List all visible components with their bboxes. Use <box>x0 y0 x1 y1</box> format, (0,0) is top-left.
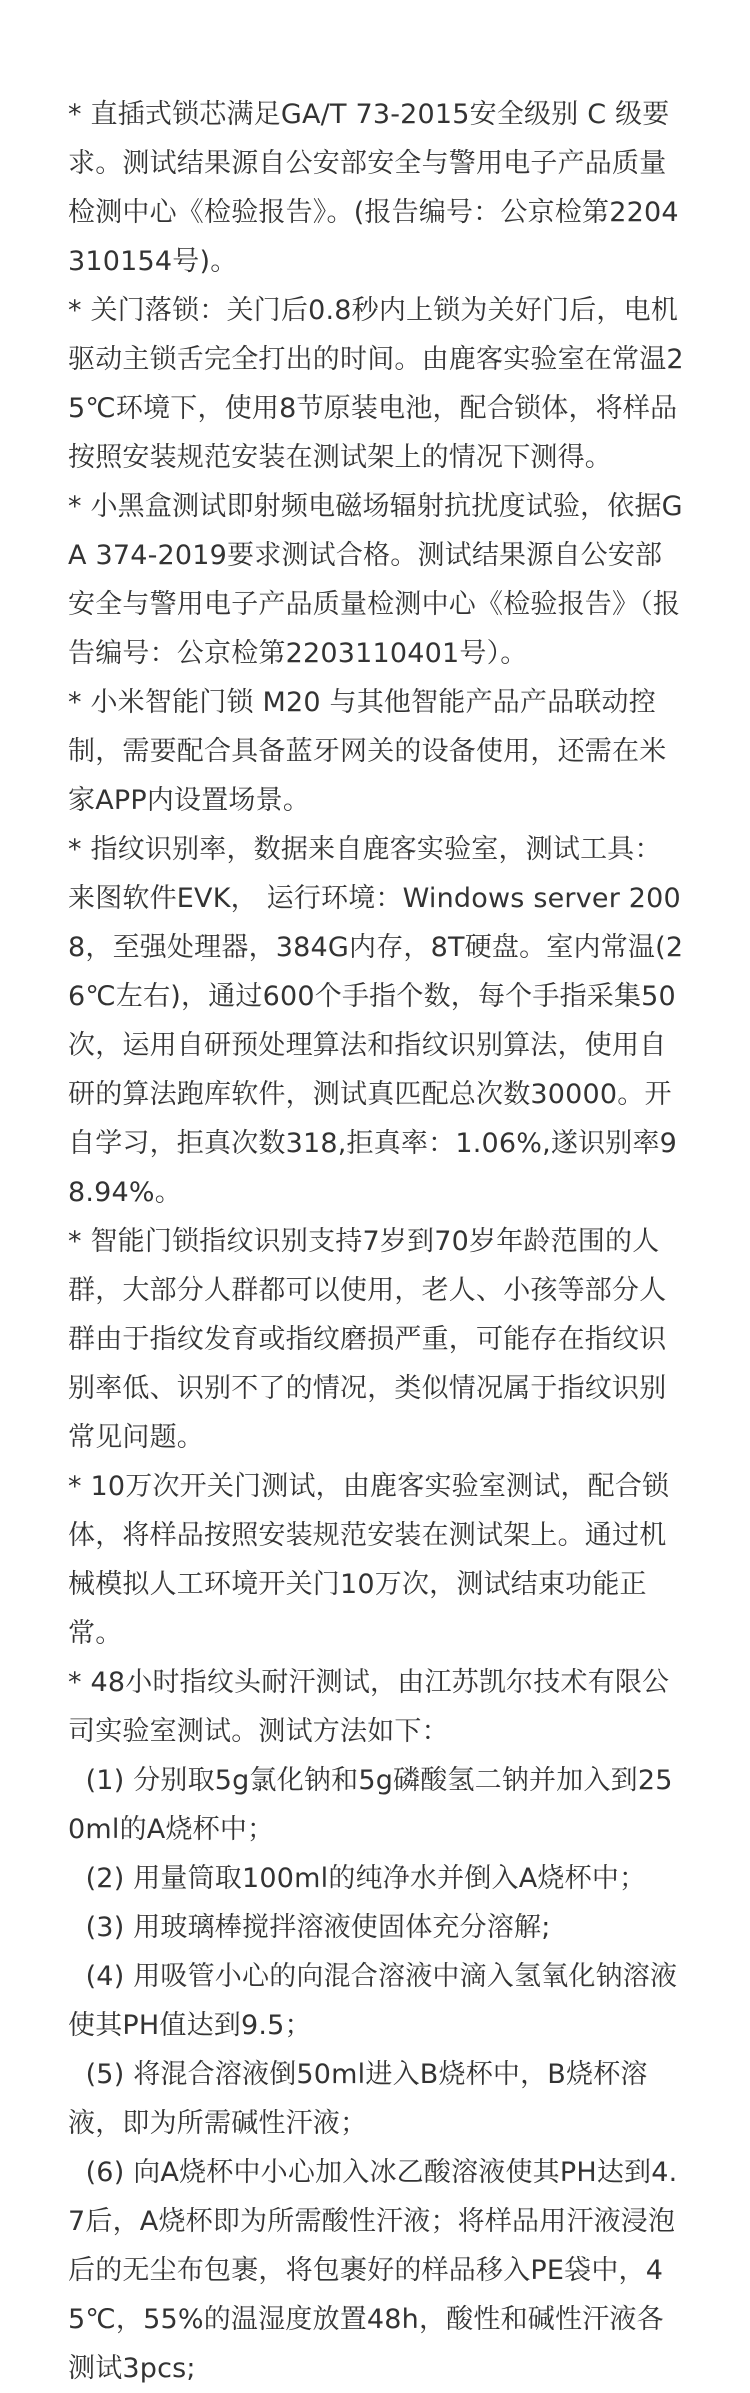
note-smart-linkage: * 小米智能门锁 M20 与其他智能产品产品联动控制，需要配合具备蓝牙网关的设备使用，还需在米家APP内设置场景。 <box>68 687 667 816</box>
sweat-step-1: (1) 分别取5g氯化钠和5g磷酸氢二钠并加入到250ml的A烧杯中； <box>68 1765 673 1845</box>
sweat-step-6: (6) 向A烧杯中小心加入冰乙酸溶液使其PH达到4.7后，A烧杯即为所需酸性汗液；将样品用汗液浸泡后的无尘布包裹，将包裹好的样品移入PE袋中，45℃，55%的温湿度放置48h，酸性和碱性汗液各测试3pcs; <box>68 2157 678 2384</box>
note-sweat-test: * 48小时指纹头耐汗测试，由江苏凯尔技术有限公司实验室测试。测试方法如下： <box>68 1667 670 1747</box>
sweat-step-3: (3) 用玻璃棒搅拌溶液使固体充分溶解; <box>68 1912 551 1943</box>
spec-notes-text <box>68 90 686 2393</box>
note-door-cycle-test: * 10万次开关门测试，由鹿客实验室测试，配合锁体，将样品按照安装规范安装在测试架上。通过机械模拟人工环境开关门10万次，测试结束功能正常。 <box>68 1471 670 1649</box>
note-fingerprint-rate: * 指纹识别率，数据来自鹿客实验室，测试工具：来图软件EVK， 运行环境：Windows server 2008，至强处理器，384G内存，8T硬盘。室内常温(26℃左右)，通过600个手指个数，每个手指采集50次，运用自研预处理算法和指纹识别算法，使用自研的算法跑库软件，测试真匹配总次数30000。开自学习，拒真次数318,拒真率：1.06%,遂识别率98.94%。 <box>68 834 684 1208</box>
note-door-locking: * 关门落锁：关门后0.8秒内上锁为关好门后，电机驱动主锁舌完全打出的时间。由鹿客实验室在常温25℃环境下，使用8节原装电池，配合锁体，将样品按照安装规范安装在测试架上的情况下测得。 <box>68 295 684 473</box>
sweat-step-5: (5) 将混合溶液倒50ml进入B烧杯中，B烧杯溶液，即为所需碱性汗液； <box>68 2059 648 2139</box>
note-rf-immunity: * 小黑盒测试即射频电磁场辐射抗扰度试验，依据GA 374-2019要求测试合格。测试结果源自公安部安全与警用电子产品质量检测中心《检验报告》（报告编号：公京检第2203110401号）。 <box>68 491 683 669</box>
sweat-step-4: (4) 用吸管小心的向混合溶液中滴入氢氧化钠溶液使其PH值达到9.5； <box>68 1961 678 2041</box>
note-fingerprint-age: * 智能门锁指纹识别支持7岁到70岁年龄范围的人群，大部分人群都可以使用，老人、小孩等部分人群由于指纹发育或指纹磨损严重，可能存在指纹识别率低、识别不了的情况，类似情况属于指纹识别常见问题。 <box>68 1226 667 1453</box>
sweat-step-2: (2) 用量筒取100ml的纯净水并倒入A烧杯中； <box>68 1863 647 1894</box>
note-lock-cylinder: * 直插式锁芯满足GA/T 73-2015安全级别 C 级要求。测试结果源自公安部安全与警用电子产品质量检测中心《检验报告》。(报告编号：公京检第2204310154号)。 <box>68 99 679 277</box>
